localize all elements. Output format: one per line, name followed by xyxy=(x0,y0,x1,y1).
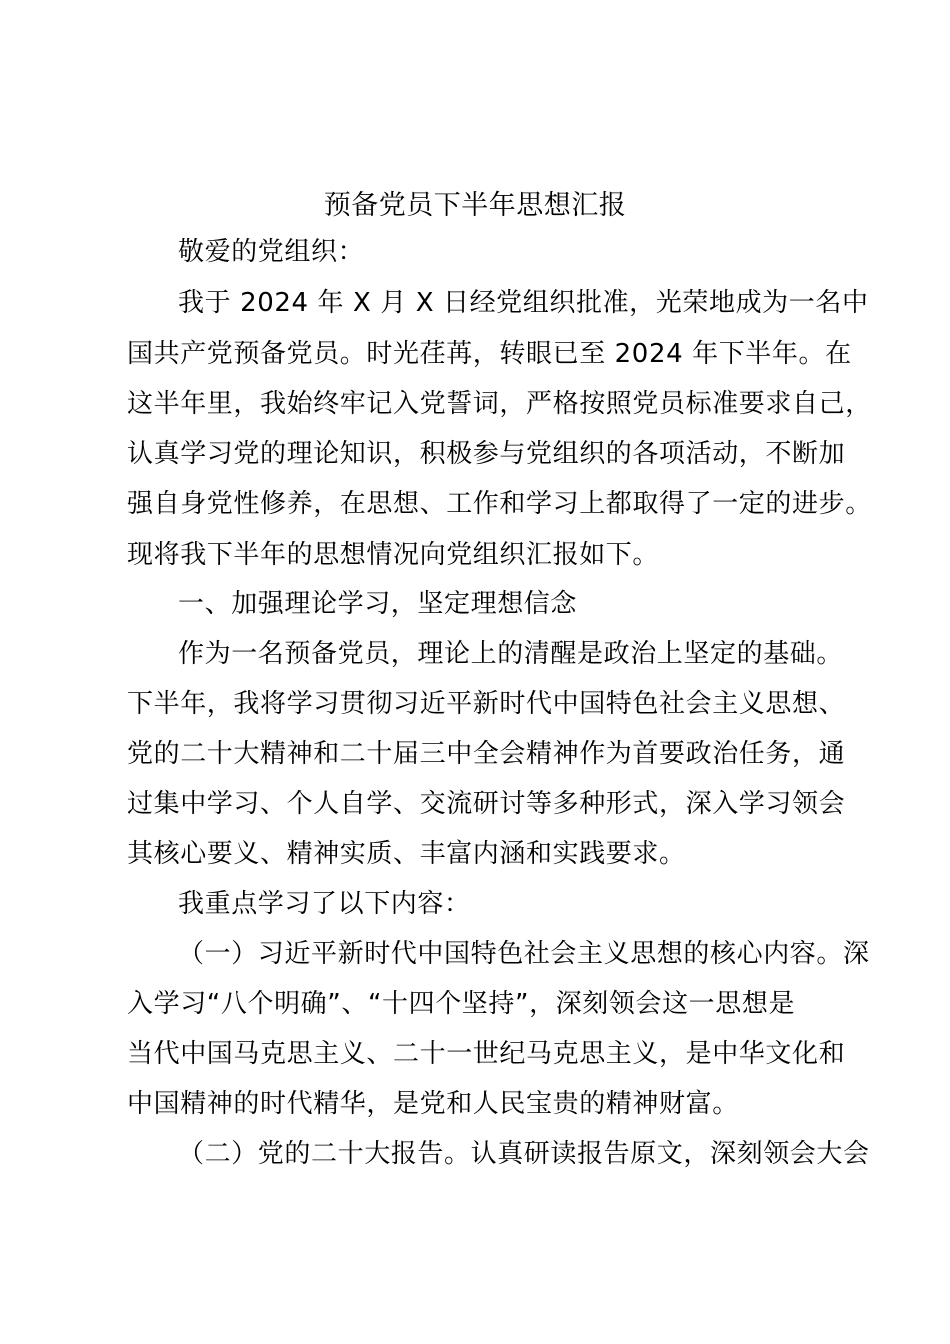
body-line: （二）党的二十大报告。认真研读报告原文，深刻领会大会 xyxy=(178,1139,870,1169)
body-line: 强自身党性修养，在思想、工作和学习上都取得了一定的进步。 xyxy=(127,489,872,519)
body-line: 党的二十大精神和二十届三中全会精神作为首要政治任务，通 xyxy=(127,739,846,769)
body-line: 现将我下半年的思想情况向党组织汇报如下。 xyxy=(127,540,660,570)
body-line: 我于 2024 年 X 月 X 日经党组织批准，光荣地成为一名中 xyxy=(178,288,869,318)
body-line: 国共产党预备党员。时光荏苒，转眼已至 2024 年下半年。在 xyxy=(127,339,852,369)
body-line: 下半年，我将学习贯彻习近平新时代中国特色社会主义思想、 xyxy=(127,689,846,719)
body-line: 其核心要义、精神实质、丰富内涵和实践要求。 xyxy=(127,839,686,869)
body-line: 当代中国马克思主义、二十一世纪马克思主义，是中华文化和 xyxy=(127,1039,846,1069)
body-line: （一）习近平新时代中国特色社会主义思想的核心内容。深 xyxy=(178,939,870,969)
body-line: 这半年里，我始终牢记入党誓词，严格按照党员标准要求自己， xyxy=(127,389,872,419)
body-line: 作为一名预备党员，理论上的清醒是政治上坚定的基础。 xyxy=(178,639,844,669)
salutation: 敬爱的党组织： xyxy=(178,237,365,267)
body-line: 中国精神的时代精华，是党和人民宝贵的精神财富。 xyxy=(127,1089,739,1119)
section-heading: 一、加强理论学习，坚定理想信念 xyxy=(178,589,578,619)
body-line: 我重点学习了以下内容： xyxy=(178,889,471,919)
document-title: 预备党员下半年思想汇报 xyxy=(323,190,627,221)
body-line: 过集中学习、个人自学、交流研讨等多种形式，深入学习领会 xyxy=(127,789,846,819)
body-line: 入学习“八个明确”、“十四个坚持”，深刻领会这一思想是 xyxy=(127,989,796,1019)
body-line: 认真学习党的理论知识，积极参与党组织的各项活动，不断加 xyxy=(127,439,846,469)
